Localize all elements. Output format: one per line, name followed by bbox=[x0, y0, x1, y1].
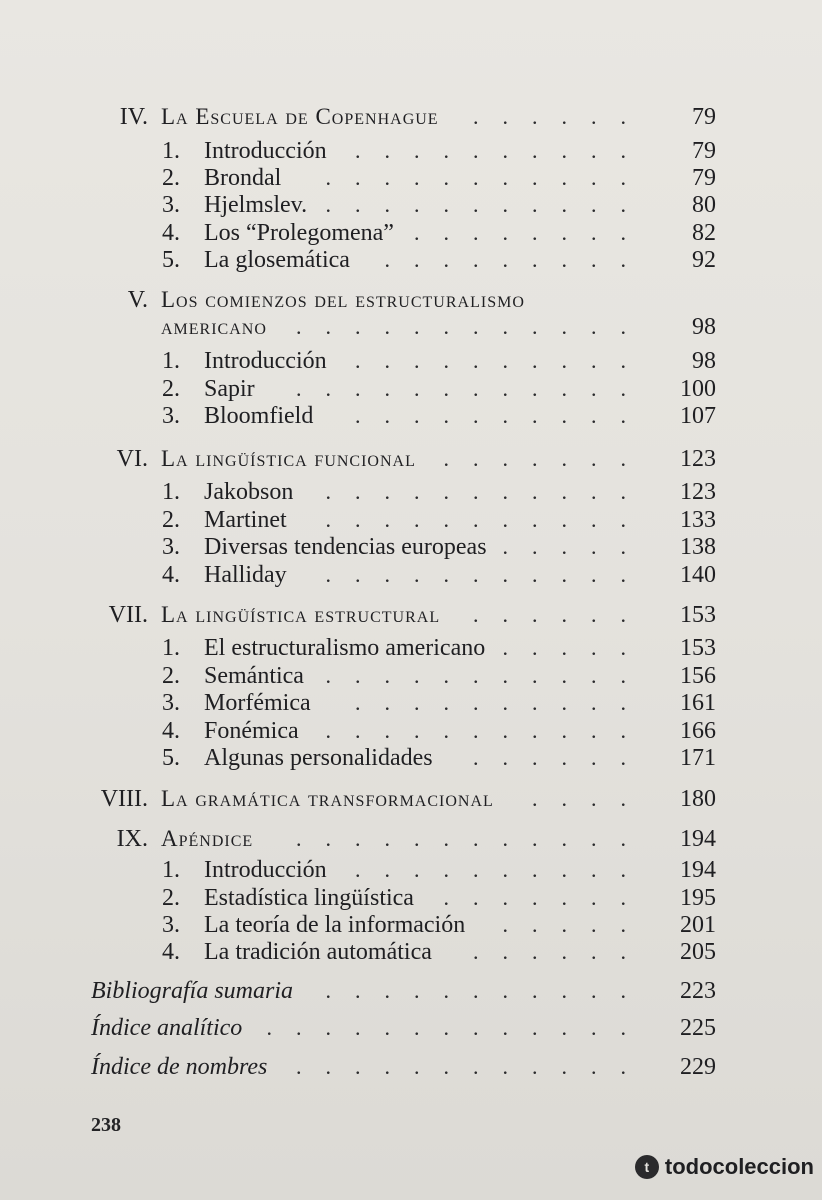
toc-entry-title: Los comienzos del estructuralismo bbox=[161, 287, 525, 312]
toc-entry bbox=[0, 601, 822, 629]
toc-entry bbox=[0, 689, 822, 717]
toc-entry-number: 3. bbox=[162, 912, 180, 938]
dot-leader: ..... bbox=[502, 912, 650, 937]
toc-entry bbox=[0, 402, 822, 430]
toc-entry-title: Diversas tendencias europeas bbox=[204, 534, 487, 560]
dot-leader: ............ bbox=[296, 826, 650, 851]
toc-entry-number: 1. bbox=[162, 138, 180, 164]
toc-entry-page: 138 bbox=[680, 534, 716, 560]
dot-leader: ........... bbox=[325, 978, 650, 1003]
toc-entry-title: Introducción bbox=[204, 348, 327, 374]
watermark-text: todocoleccion bbox=[664, 1154, 814, 1179]
toc-entry bbox=[0, 164, 822, 192]
dot-leader: ........... bbox=[325, 479, 650, 504]
toc-entry-page: 100 bbox=[680, 376, 716, 402]
toc-entry bbox=[0, 375, 822, 403]
toc-entry bbox=[0, 506, 822, 534]
toc-entry-page: 98 bbox=[692, 348, 716, 374]
toc-entry-page: 195 bbox=[680, 885, 716, 911]
toc-entry-page: 161 bbox=[680, 690, 716, 716]
toc-entry-title: Índice analítico bbox=[91, 1015, 243, 1041]
toc-entry-page: 223 bbox=[680, 978, 716, 1004]
toc-entry-title: Sapir bbox=[204, 376, 255, 402]
toc-entry-title: americano bbox=[161, 314, 267, 339]
toc-entry-title: Hjelmslev. bbox=[204, 192, 308, 218]
toc-entry-page: 153 bbox=[680, 635, 716, 661]
toc-entry bbox=[0, 662, 822, 690]
dot-leader: ........... bbox=[325, 562, 650, 587]
toc-entry bbox=[0, 977, 822, 1005]
toc-entry-number: VI. bbox=[116, 446, 148, 472]
toc-entry bbox=[0, 884, 822, 912]
dot-leader: ...... bbox=[473, 745, 650, 770]
toc-entry-number: 3. bbox=[162, 403, 180, 429]
toc-entry-number: 2. bbox=[162, 376, 180, 402]
toc-entry-title: La Escuela de Copenhague bbox=[161, 104, 439, 129]
toc-entry-number: 2. bbox=[162, 885, 180, 911]
toc-entry-title: Algunas personalidades bbox=[204, 745, 433, 771]
toc-entry-title: Bloomfield bbox=[204, 403, 314, 429]
toc-entry bbox=[0, 347, 822, 375]
toc-entry bbox=[0, 286, 822, 314]
dot-leader: ...... bbox=[473, 602, 650, 627]
toc-entry-page: 79 bbox=[692, 165, 716, 191]
dot-leader: ...... bbox=[473, 939, 650, 964]
toc-entry-title: La lingüística funcional bbox=[161, 446, 416, 471]
toc-entry bbox=[0, 445, 822, 473]
toc-entry-number: 3. bbox=[162, 690, 180, 716]
toc-entry bbox=[0, 1053, 822, 1081]
toc-entry-page: 180 bbox=[680, 786, 716, 812]
dot-leader: .......... bbox=[355, 403, 650, 428]
toc-entry-number: 1. bbox=[162, 857, 180, 883]
toc-entry-title: Jakobson bbox=[204, 479, 294, 505]
toc-entry-page: 92 bbox=[692, 247, 716, 273]
toc-entry bbox=[0, 825, 822, 853]
toc-entry bbox=[0, 856, 822, 884]
toc-entry-title: La teoría de la información bbox=[204, 912, 466, 938]
toc-entry bbox=[0, 717, 822, 745]
dot-leader: .......... bbox=[355, 348, 650, 373]
toc-entry-title: La tradición automática bbox=[204, 939, 432, 965]
toc-entry-page: 79 bbox=[692, 138, 716, 164]
toc-entry-number: 5. bbox=[162, 745, 180, 771]
toc-entry-number: IX. bbox=[116, 826, 148, 852]
toc-entry-title: Brondal bbox=[204, 165, 282, 191]
toc-entry-number: 3. bbox=[162, 534, 180, 560]
toc-entry bbox=[0, 313, 822, 341]
toc-entry-page: 194 bbox=[680, 857, 716, 883]
dot-leader: .... bbox=[532, 786, 650, 811]
toc-entry bbox=[0, 137, 822, 165]
toc-entry-title: Introducción bbox=[204, 138, 327, 164]
page-folio: 238 bbox=[91, 1114, 121, 1136]
toc-entry-number: 4. bbox=[162, 718, 180, 744]
toc-entry-title: La glosemática bbox=[204, 247, 350, 273]
toc-entry-number: 2. bbox=[162, 507, 180, 533]
toc-entry bbox=[0, 219, 822, 247]
toc-entry-number: 1. bbox=[162, 348, 180, 374]
dot-leader: ............ bbox=[296, 314, 650, 339]
toc-entry-page: 156 bbox=[680, 663, 716, 689]
toc-entry-page: 82 bbox=[692, 220, 716, 246]
toc-entry-page: 98 bbox=[692, 314, 716, 340]
toc-entry bbox=[0, 478, 822, 506]
toc-entry-number: VII. bbox=[108, 602, 148, 628]
toc-entry-title: Halliday bbox=[204, 562, 287, 588]
dot-leader: ..... bbox=[502, 534, 650, 559]
toc-entry-page: 205 bbox=[680, 939, 716, 965]
toc-entry-title: Estadística lingüística bbox=[204, 885, 414, 911]
toc-entry-page: 123 bbox=[680, 479, 716, 505]
toc-entry bbox=[0, 561, 822, 589]
toc-entry-page: 166 bbox=[680, 718, 716, 744]
dot-leader: ........... bbox=[325, 165, 650, 190]
toc-entry-page: 123 bbox=[680, 446, 716, 472]
toc-entry-number: 1. bbox=[162, 635, 180, 661]
toc-entry-title: Índice de nombres bbox=[91, 1054, 268, 1080]
toc-entry-title: Los “Prolegomena” bbox=[204, 220, 394, 246]
toc-entry bbox=[0, 533, 822, 561]
toc-entry-title: Introducción bbox=[204, 857, 327, 883]
dot-leader: ...... bbox=[473, 104, 650, 129]
toc-entry-page: 194 bbox=[680, 826, 716, 852]
dot-leader: ........ bbox=[414, 220, 650, 245]
toc-entry-page: 153 bbox=[680, 602, 716, 628]
toc-entry-title: La gramática transformacional bbox=[161, 786, 494, 811]
dot-leader: ........... bbox=[325, 663, 650, 688]
dot-leader: .......... bbox=[355, 857, 650, 882]
toc-entry-page: 133 bbox=[680, 507, 716, 533]
dot-leader: ............. bbox=[266, 1015, 650, 1040]
toc-entry-page: 201 bbox=[680, 912, 716, 938]
toc-entry bbox=[0, 744, 822, 772]
toc-entry-number: 2. bbox=[162, 663, 180, 689]
dot-leader: ....... bbox=[443, 885, 650, 910]
dot-leader: ............ bbox=[296, 1054, 650, 1079]
toc-entry-page: 229 bbox=[680, 1054, 716, 1080]
toc-entry-page: 171 bbox=[680, 745, 716, 771]
dot-leader: ......... bbox=[384, 247, 650, 272]
toc-entry-title: Apéndice bbox=[161, 826, 254, 851]
toc-entry bbox=[0, 911, 822, 939]
toc-entry-title: Morfémica bbox=[204, 690, 311, 716]
toc-entry-number: V. bbox=[127, 287, 148, 313]
dot-leader: .......... bbox=[355, 138, 650, 163]
toc-entry bbox=[0, 246, 822, 274]
toc-entry-number: 4. bbox=[162, 939, 180, 965]
dot-leader: ........... bbox=[325, 718, 650, 743]
dot-leader: ....... bbox=[443, 446, 650, 471]
logo-circle-icon: t bbox=[635, 1155, 659, 1179]
toc-entry-number: VIII. bbox=[100, 786, 148, 812]
toc-entry-number: 3. bbox=[162, 192, 180, 218]
toc-entry-number: 1. bbox=[162, 479, 180, 505]
toc-entry bbox=[0, 634, 822, 662]
dot-leader: .......... bbox=[355, 690, 650, 715]
toc-entry-number: 4. bbox=[162, 562, 180, 588]
toc-entry-number: IV. bbox=[119, 104, 148, 130]
toc-entry-page: 79 bbox=[692, 104, 716, 130]
toc-entry-title: Semántica bbox=[204, 663, 304, 689]
toc-entry-title: Fonémica bbox=[204, 718, 299, 744]
toc-entry-page: 225 bbox=[680, 1015, 716, 1041]
toc-entry-page: 107 bbox=[680, 403, 716, 429]
toc-entry bbox=[0, 938, 822, 966]
toc-entry-title: La lingüística estructural bbox=[161, 602, 441, 627]
toc-entry-number: 5. bbox=[162, 247, 180, 273]
toc-entry bbox=[0, 103, 822, 131]
toc-entry bbox=[0, 1014, 822, 1042]
toc-entry bbox=[0, 191, 822, 219]
toc-entry-title: Bibliografía sumaria bbox=[91, 978, 294, 1004]
watermark bbox=[635, 1154, 814, 1180]
toc-entry-title: El estructuralismo americano bbox=[204, 635, 486, 661]
toc-entry-page: 140 bbox=[680, 562, 716, 588]
toc-entry-number: 4. bbox=[162, 220, 180, 246]
dot-leader: ..... bbox=[502, 635, 650, 660]
dot-leader: ........... bbox=[325, 507, 650, 532]
toc-entry bbox=[0, 785, 822, 813]
toc-entry-number: 2. bbox=[162, 165, 180, 191]
toc-entry-title: Martinet bbox=[204, 507, 287, 533]
dot-leader: ............ bbox=[296, 376, 650, 401]
toc-entry-page: 80 bbox=[692, 192, 716, 218]
dot-leader: ........... bbox=[325, 192, 650, 217]
